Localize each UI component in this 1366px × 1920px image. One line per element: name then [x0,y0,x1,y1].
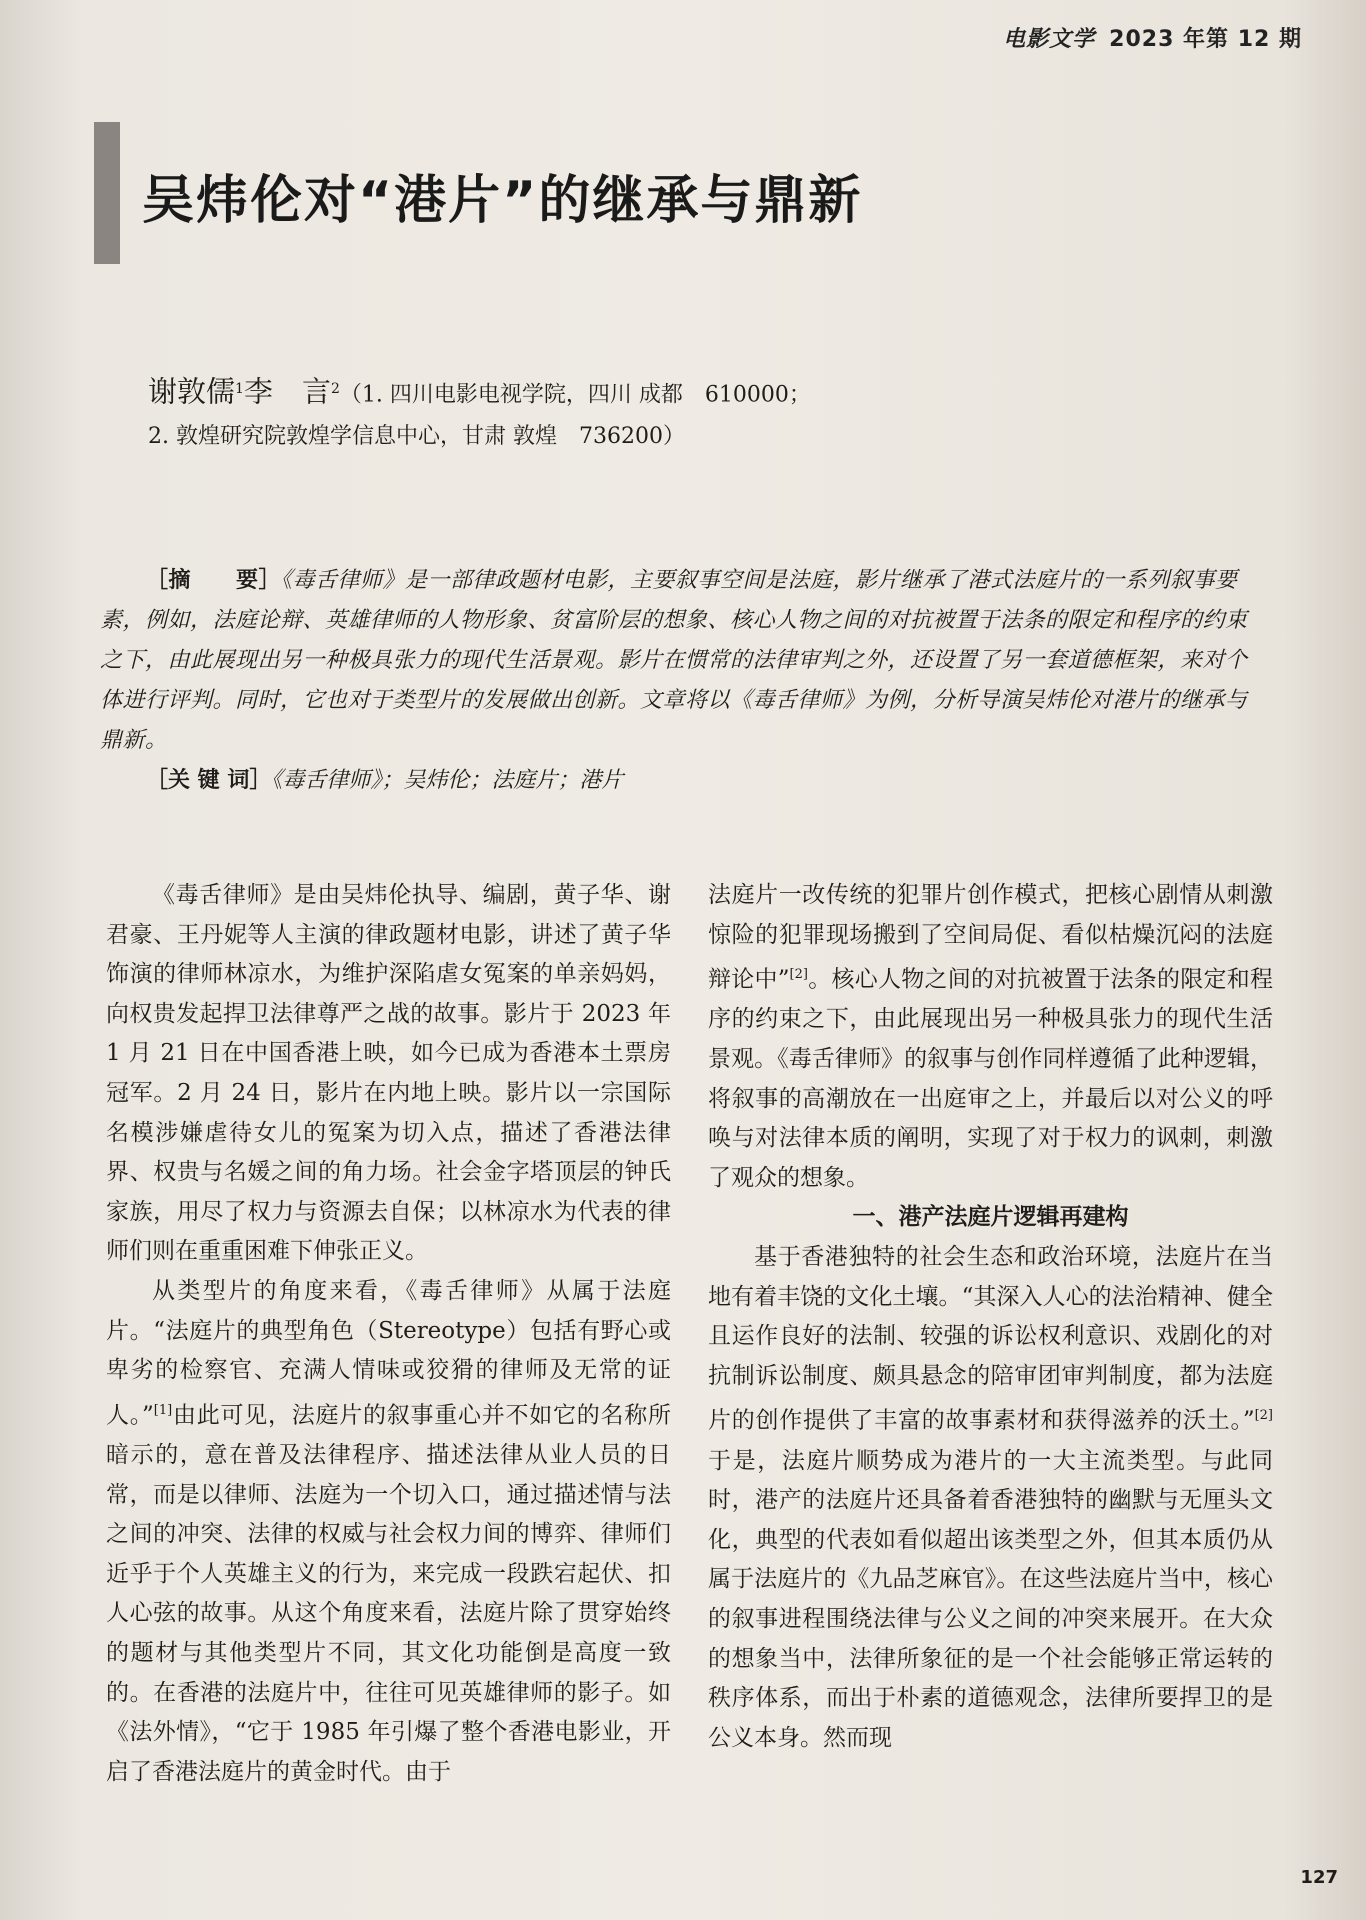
keywords-text: 《毒舌律师》；吴炜伦；法庭片；港片 [271,768,624,793]
keywords-label: ［关 键 词］ [146,767,272,793]
author-name: 谢敦儒 [148,374,236,409]
body-column-left [106,876,671,1792]
keywords [146,760,1246,801]
paragraph-text: 基于香港独特的社会生态和政治环境，法庭片在当地有着丰饶的文化土壤。“其深入人心的法治精神、健全且运作良好的法制、较强的诉讼权利意识、戏剧化的对抗制诉讼制度、颇具悬念的陪审团审判制度，都为法庭片的创作提供了丰富的故事素材和获得滋养的沃土。” [708,1244,1273,1435]
paragraph-text: 。核心人物之间的对抗被置于法条的限定和程序的约束之下，由此展现出另一种极具张力的现代生活景观。《毒舌律师》的叙事与创作同样遵循了此种逻辑，将叙事的高潮放在一出庭审之上，并最后以对公义的呼唤与对法律本质的阐明，实现了对于权力的讽刺，刺激了观众的想象。 [708,966,1274,1191]
paragraph: 《毒舌律师》是由吴炜伦执导、编剧，黄子华、谢君豪、王丹妮等人主演的律政题材电影，讲述了黄子华饰演的律师林凉水，为维护深陷虐女冤案的单亲妈妈，向权贵发起捍卫法律尊严之战的故事。影片于 2023 年 1 月 21 日在中国香港上映，如今已成为香港本土票房冠军。2 月 24 日，影片在内地上映。影片以一宗国际名模涉嫌虐待女儿的冤案为切入点，描述了香港法律界、权贵与名媛之间的角力场。社会金字塔顶层的钟氏家族，用尽了权力与资源去自保；以林凉水为代表的律师们则在重重困难下伸张正义。 [106,882,671,1265]
author-affil-marker: 2 [330,381,340,397]
page-header [1003,22,1302,53]
abstract-label: ［摘 要］ [146,567,282,593]
paragraph-text: 从类型片的角度来看，《毒舌律师》从属于法庭片。“法庭片的典型角色（Stereotype）包括有野心或卑劣的检察官、充满人情味或狡猾的律师及无常的证人。” [106,1277,671,1429]
citation: [1] [153,1402,173,1418]
citation: [2] [1254,1408,1273,1424]
author-affil-marker: 1 [235,381,244,397]
article-title: 吴炜伦对“港片”的继承与鼎新 [142,171,863,231]
title-accent-bar [94,122,120,264]
affiliation-1: （1. 四川电影电视学院，四川 成都 610000； [339,382,811,408]
issue-label: 2023 年第 12 期 [1109,27,1302,52]
author-block [148,368,1248,458]
paragraph [106,1272,671,1792]
paragraph [708,876,1273,1198]
affiliation-2: 2. 敦煌研究院敦煌学信息中心，甘肃 敦煌 736200） [148,424,685,450]
paragraph-text: 法庭片一改传统的犯罪片创作模式，把核心剧情从刺激惊险的犯罪现场搬到了空间局促、看似枯燥沉闷的法庭辩论中” [708,882,1273,993]
author-name: 李 言 [243,374,331,409]
paragraph-text: 由此可见，法庭片的叙事重心并不如它的名称所暗示的，意在普及法律程序、描述法律从业人员的日常，而是以律师、法庭为一个切入口，通过描述情与法之间的冲突、法律的权威与社会权力间的博弈、律师们近乎于个人英雄主义的行为，来完成一段跌宕起伏、扣人心弦的故事。从这个角度来看，法庭片除了贯穿始终的题材与其他类型片不同，其文化功能倒是高度一致的。在香港的法庭片中，往往可见英雄律师的影子。如《法外情》，“它于 1985 年引爆了整个香港电影业，开启了香港法庭片的黄金时代。由于 [106,1402,671,1785]
abstract-text: 《毒舌律师》是一部律政题材电影，主要叙事空间是法庭，影片继承了港式法庭片的一系列叙事要素，例如，法庭论辩、英雄律师的人物形象、贫富阶层的想象、核心人物之间的对抗被置于法条的限定和程序的约束之下，由此展现出另一种极具张力的现代生活景观。影片在惯常的法律审判之外，还设置了另一套道德框架，来对个体进行评判。同时，它也对于类型片的发展做出创新。文章将以《毒舌律师》为例，分析导演吴炜伦对港片的继承与鼎新。 [100,568,1248,753]
abstract [100,560,1250,761]
paragraph-text: 于是，法庭片顺势成为港片的一大主流类型。与此同时，港产的法庭片还具备着香港独特的幽默与无厘头文化，典型的代表如看似超出该类型之外，但其本质仍从属于法庭片的《九品芝麻官》。在这些法庭片当中，核心的叙事进程围绕法律与公义之间的冲突来展开。在大众的想象当中，法律所象征的是一个社会能够正常运转的秩序体系，而出于朴素的道德观念，法律所要捍卫的是公义本身。然而现 [708,1447,1273,1751]
citation: [2] [789,967,808,983]
journal-name: 电影文学 [1003,27,1096,52]
paragraph [708,1238,1273,1758]
page-number: 127 [1300,1867,1338,1888]
section-heading: 一、港产法庭片逻辑再建构 [852,1204,1129,1231]
body-column-right [708,876,1273,1758]
